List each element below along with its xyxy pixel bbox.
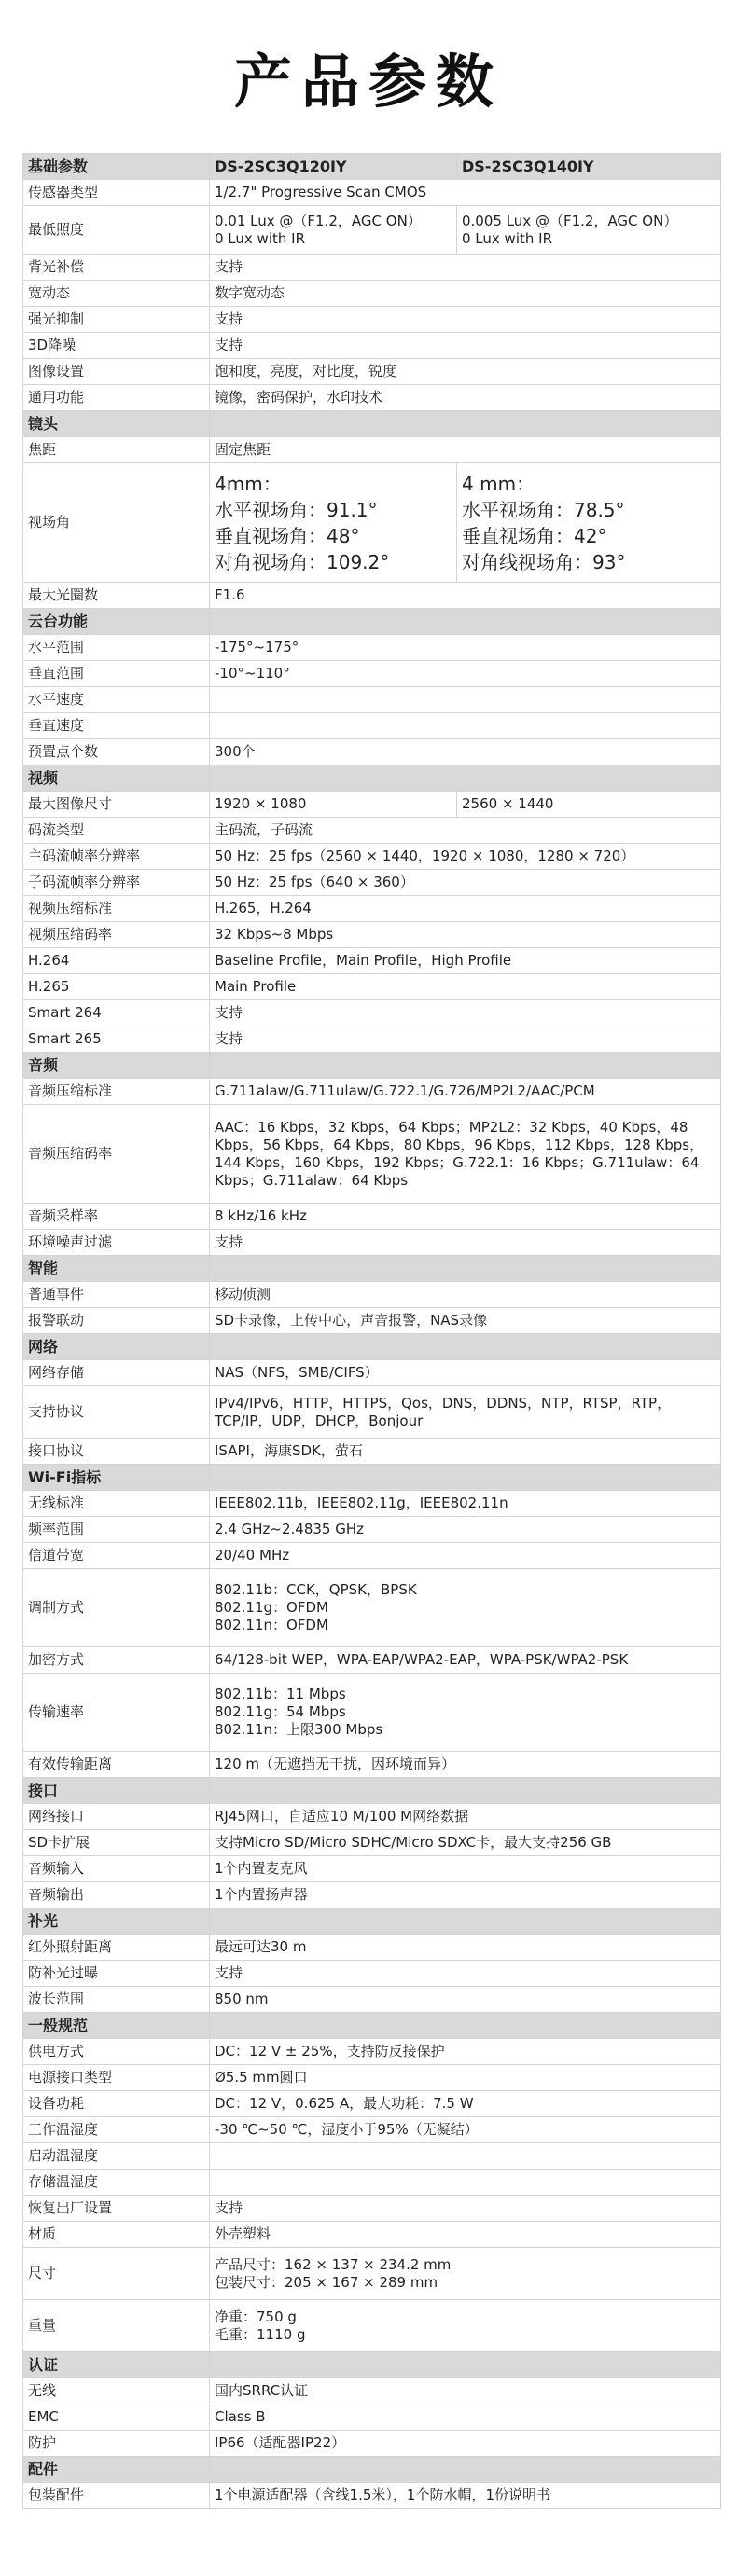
- spec-value: 移动侦测: [210, 1282, 721, 1308]
- spec-value: [210, 1465, 721, 1491]
- spec-row: [23, 1961, 721, 1987]
- spec-value: IPv4/IPv6，HTTP，HTTPS，Qos，DNS，DDNS，NTP，RTSP，RTP，TCP/IP，UDP，DHCP，Bonjour: [210, 1386, 721, 1439]
- spec-label: 音频压缩标准: [23, 1079, 210, 1105]
- spec-label: 最低照度: [23, 206, 210, 255]
- spec-label: 重量: [23, 2300, 210, 2352]
- spec-value: -10°~110°: [210, 661, 721, 687]
- spec-row: [23, 1308, 721, 1334]
- spec-value: 50 Hz：25 fps（2560 × 1440，1920 × 1080，1280 × 720）: [210, 844, 721, 870]
- spec-value: RJ45网口，自适应10 M/100 M网络数据: [210, 1804, 721, 1830]
- spec-value: DC：12 V ± 25%，支持防反接保护: [210, 2039, 721, 2065]
- spec-label: EMC: [23, 2404, 210, 2431]
- spec-label: H.265: [23, 974, 210, 1000]
- spec-row: [23, 1026, 721, 1053]
- spec-row: [23, 2117, 721, 2143]
- spec-label: Smart 265: [23, 1026, 210, 1053]
- spec-row: [23, 359, 721, 385]
- spec-value: 802.11b：11 Mbps 802.11g：54 Mbps 802.11n：上限300 Mbps: [210, 1674, 721, 1752]
- page-title: 产品参数: [233, 47, 503, 116]
- spec-value: 64/128-bit WEP，WPA-EAP/WPA2-EAP，WPA-PSK/WPA2-PSK: [210, 1647, 721, 1674]
- spec-row: [23, 281, 721, 307]
- spec-row: [23, 2196, 721, 2222]
- spec-value-alt: DS-2SC3Q140IY: [457, 154, 721, 180]
- spec-label: 供电方式: [23, 2039, 210, 2065]
- spec-label: 背光补偿: [23, 255, 210, 281]
- section-title: 认证: [23, 2352, 210, 2378]
- spec-row: [23, 687, 721, 713]
- spec-row: [23, 1569, 721, 1647]
- section-header-row: [23, 2013, 721, 2039]
- spec-value: [210, 1256, 721, 1282]
- section-header-row: [23, 1778, 721, 1804]
- spec-label: 启动温湿度: [23, 2143, 210, 2170]
- spec-value: 2.4 GHz~2.4835 GHz: [210, 1517, 721, 1543]
- section-header-row: [23, 411, 721, 437]
- spec-value: 固定焦距: [210, 437, 721, 463]
- spec-row: [23, 385, 721, 411]
- spec-row: [23, 1282, 721, 1308]
- spec-value: Baseline Profile，Main Profile，High Profile: [210, 948, 721, 974]
- spec-row: [23, 307, 721, 333]
- spec-label: 音频输入: [23, 1856, 210, 1882]
- spec-label: 水平范围: [23, 635, 210, 661]
- spec-value: 支持: [210, 1026, 721, 1053]
- spec-value: NAS（NFS，SMB/CIFS）: [210, 1360, 721, 1386]
- spec-label: 网络存储: [23, 1360, 210, 1386]
- spec-value-alt: 4 mm： 水平视场角：78.5° 垂直视场角：42° 对角线视场角：93°: [457, 463, 721, 583]
- section-title: 补光: [23, 1908, 210, 1935]
- spec-label: 视场角: [23, 463, 210, 583]
- spec-row: [23, 948, 721, 974]
- spec-row: [23, 1105, 721, 1204]
- spec-value: 支持: [210, 1000, 721, 1026]
- spec-label: 传输速率: [23, 1674, 210, 1752]
- spec-row: [23, 2170, 721, 2196]
- spec-value: -30 ℃~50 ℃，湿度小于95%（无凝结）: [210, 2117, 721, 2143]
- spec-row: [23, 463, 721, 583]
- section-header-row: [23, 1053, 721, 1079]
- spec-row: [23, 2404, 721, 2431]
- spec-label: 波长范围: [23, 1987, 210, 2013]
- spec-value: 数字宽动态: [210, 281, 721, 307]
- spec-label: 预置点个数: [23, 739, 210, 765]
- spec-label: 材质: [23, 2222, 210, 2248]
- spec-value: ISAPI，海康SDK，萤石: [210, 1439, 721, 1465]
- spec-label: 强光抑制: [23, 307, 210, 333]
- spec-label: 工作温湿度: [23, 2117, 210, 2143]
- spec-value: IEEE802.11b，IEEE802.11g，IEEE802.11n: [210, 1491, 721, 1517]
- spec-label: 焦距: [23, 437, 210, 463]
- spec-value: AAC：16 Kbps，32 Kbps，64 Kbps；MP2L2：32 Kbps，40 Kbps，48 Kbps，56 Kbps，64 Kbps，80 Kbps，96 Kbps，112 Kbps，128 Kbps，144 Kbps，160 Kbps，192 Kbps；G.722.1：16 Kbps；G.711ulaw：64 Kbps；G.711alaw：64 Kbps: [210, 1105, 721, 1204]
- spec-label: 音频采样率: [23, 1204, 210, 1230]
- spec-value: 4mm： 水平视场角：91.1° 垂直视场角：48° 对角视场角：109.2°: [210, 463, 457, 583]
- spec-label: 恢复出厂设置: [23, 2196, 210, 2222]
- spec-value: DC：12 V，0.625 A，最大功耗：7.5 W: [210, 2091, 721, 2117]
- spec-label: 传感器类型: [23, 180, 210, 206]
- spec-row: [23, 1674, 721, 1752]
- spec-value: [210, 713, 721, 739]
- spec-value: [210, 1778, 721, 1804]
- spec-value: G.711alaw/G.711ulaw/G.722.1/G.726/MP2L2/AAC/PCM: [210, 1079, 721, 1105]
- spec-label: 最大光圈数: [23, 583, 210, 609]
- spec-value: 支持: [210, 1961, 721, 1987]
- section-header-row: [23, 765, 721, 792]
- spec-row: [23, 974, 721, 1000]
- spec-value: 支持: [210, 255, 721, 281]
- spec-row: [23, 1935, 721, 1961]
- spec-value: 支持: [210, 1230, 721, 1256]
- spec-value: [210, 2170, 721, 2196]
- spec-value: [210, 1334, 721, 1360]
- spec-value: 120 m（无遮挡无干扰，因环境而异）: [210, 1752, 721, 1778]
- spec-value: 50 Hz：25 fps（640 × 360）: [210, 870, 721, 896]
- spec-label: 最大图像尺寸: [23, 792, 210, 818]
- spec-label: 环境噪声过滤: [23, 1230, 210, 1256]
- spec-value: 国内SRRC认证: [210, 2378, 721, 2404]
- spec-table-body: [23, 154, 721, 2509]
- spec-label: 存储温湿度: [23, 2170, 210, 2196]
- spec-value: 主码流，子码流: [210, 818, 721, 844]
- section-title: 一般规范: [23, 2013, 210, 2039]
- spec-row: [23, 1491, 721, 1517]
- spec-row: [23, 2143, 721, 2170]
- spec-value: DS-2SC3Q120IY: [210, 154, 457, 180]
- spec-label: 网络接口: [23, 1804, 210, 1830]
- spec-row: [23, 739, 721, 765]
- spec-value: 支持: [210, 2196, 721, 2222]
- spec-label: Smart 264: [23, 1000, 210, 1026]
- section-title: Wi-Fi指标: [23, 1465, 210, 1491]
- spec-label: 报警联动: [23, 1308, 210, 1334]
- spec-row: [23, 180, 721, 206]
- spec-value: 镜像，密码保护，水印技术: [210, 385, 721, 411]
- spec-row: [23, 870, 721, 896]
- spec-label: 调制方式: [23, 1569, 210, 1647]
- spec-value: 1个内置麦克风: [210, 1856, 721, 1882]
- spec-row: [23, 896, 721, 922]
- spec-row: [23, 1000, 721, 1026]
- spec-value: 1920 × 1080: [210, 792, 457, 818]
- spec-row: [23, 333, 721, 359]
- spec-value: 1个内置扬声器: [210, 1882, 721, 1908]
- spec-value: [210, 687, 721, 713]
- spec-row: [23, 2039, 721, 2065]
- spec-value: 802.11b：CCK，QPSK，BPSK 802.11g：OFDM 802.11n：OFDM: [210, 1569, 721, 1647]
- section-title: 基础参数: [23, 154, 210, 180]
- spec-row: [23, 1204, 721, 1230]
- spec-value: Main Profile: [210, 974, 721, 1000]
- spec-label: 频率范围: [23, 1517, 210, 1543]
- spec-row: [23, 1230, 721, 1256]
- spec-label: 接口协议: [23, 1439, 210, 1465]
- spec-label: 垂直速度: [23, 713, 210, 739]
- spec-value: [210, 1053, 721, 1079]
- spec-label: 设备功耗: [23, 2091, 210, 2117]
- spec-row: [23, 1517, 721, 1543]
- spec-value: 支持Micro SD/Micro SDHC/Micro SDXC卡，最大支持256 GB: [210, 1830, 721, 1856]
- spec-label: 音频压缩码率: [23, 1105, 210, 1204]
- spec-label: 视频压缩标准: [23, 896, 210, 922]
- spec-value: 850 nm: [210, 1987, 721, 2013]
- spec-label: 3D降噪: [23, 333, 210, 359]
- spec-label: 加密方式: [23, 1647, 210, 1674]
- section-title: 镜头: [23, 411, 210, 437]
- spec-row: [23, 1804, 721, 1830]
- spec-value: Ø5.5 mm圆口: [210, 2065, 721, 2091]
- spec-label: SD卡扩展: [23, 1830, 210, 1856]
- spec-value: 支持: [210, 333, 721, 359]
- spec-value: SD卡录像，上传中心，声音报警，NAS录像: [210, 1308, 721, 1334]
- spec-row: [23, 437, 721, 463]
- section-header-row: [23, 1256, 721, 1282]
- spec-row: [23, 1647, 721, 1674]
- section-title: 智能: [23, 1256, 210, 1282]
- spec-row: [23, 2065, 721, 2091]
- spec-row: [23, 206, 721, 255]
- section-title: 接口: [23, 1778, 210, 1804]
- spec-label: 图像设置: [23, 359, 210, 385]
- spec-value: [210, 765, 721, 792]
- section-header-row: [23, 1334, 721, 1360]
- spec-value: 8 kHz/16 kHz: [210, 1204, 721, 1230]
- section-title: 视频: [23, 765, 210, 792]
- spec-value: [210, 609, 721, 635]
- spec-label: 无线: [23, 2378, 210, 2404]
- section-title: 云台功能: [23, 609, 210, 635]
- spec-row: [23, 844, 721, 870]
- spec-label: 支持协议: [23, 1386, 210, 1439]
- spec-row: [23, 713, 721, 739]
- spec-label: 码流类型: [23, 818, 210, 844]
- spec-row: [23, 1856, 721, 1882]
- spec-row: [23, 255, 721, 281]
- spec-label: 子码流帧率分辨率: [23, 870, 210, 896]
- spec-label: 防护: [23, 2431, 210, 2457]
- section-header-row: [23, 1908, 721, 1935]
- spec-label: H.264: [23, 948, 210, 974]
- section-title: 配件: [23, 2457, 210, 2483]
- spec-label: 尺寸: [23, 2248, 210, 2300]
- spec-row: [23, 2378, 721, 2404]
- spec-row: [23, 1439, 721, 1465]
- spec-value: 1个电源适配器（含线1.5米），1个防水帽，1份说明书: [210, 2483, 721, 2509]
- spec-value: 最远可达30 m: [210, 1935, 721, 1961]
- spec-table: [22, 153, 721, 2509]
- spec-row: [23, 583, 721, 609]
- spec-value: 20/40 MHz: [210, 1543, 721, 1569]
- spec-row: [23, 2091, 721, 2117]
- spec-row: [23, 2300, 721, 2352]
- spec-label: 宽动态: [23, 281, 210, 307]
- spec-row: [23, 2431, 721, 2457]
- spec-label: 包装配件: [23, 2483, 210, 2509]
- spec-row: [23, 2222, 721, 2248]
- spec-label: 无线标准: [23, 1491, 210, 1517]
- spec-label: 主码流帧率分辨率: [23, 844, 210, 870]
- spec-value: 外壳塑料: [210, 2222, 721, 2248]
- spec-row: [23, 922, 721, 948]
- section-header-row: [23, 1465, 721, 1491]
- spec-row: [23, 792, 721, 818]
- spec-value: 300个: [210, 739, 721, 765]
- spec-value: [210, 411, 721, 437]
- spec-value-alt: 2560 × 1440: [457, 792, 721, 818]
- spec-row: [23, 2248, 721, 2300]
- spec-row: [23, 661, 721, 687]
- spec-value: 0.01 Lux @（F1.2，AGC ON） 0 Lux with IR: [210, 206, 457, 255]
- spec-label: 防补光过曝: [23, 1961, 210, 1987]
- spec-label: 红外照射距离: [23, 1935, 210, 1961]
- spec-row: [23, 1386, 721, 1439]
- spec-value: [210, 2457, 721, 2483]
- spec-label: 视频压缩码率: [23, 922, 210, 948]
- section-title: 音频: [23, 1053, 210, 1079]
- spec-row: [23, 1543, 721, 1569]
- section-header-row: [23, 154, 721, 180]
- spec-value: 32 Kbps~8 Mbps: [210, 922, 721, 948]
- spec-label: 水平速度: [23, 687, 210, 713]
- spec-value: [210, 2013, 721, 2039]
- section-header-row: [23, 2457, 721, 2483]
- spec-value: 1/2.7" Progressive Scan CMOS: [210, 180, 721, 206]
- section-header-row: [23, 2352, 721, 2378]
- spec-value: 饱和度，亮度，对比度，锐度: [210, 359, 721, 385]
- spec-row: [23, 1987, 721, 2013]
- spec-row: [23, 1079, 721, 1105]
- spec-label: 垂直范围: [23, 661, 210, 687]
- spec-value: 产品尺寸：162 × 137 × 234.2 mm 包装尺寸：205 × 167 × 289 mm: [210, 2248, 721, 2300]
- spec-value: [210, 2143, 721, 2170]
- spec-row: [23, 2483, 721, 2509]
- spec-value: Class B: [210, 2404, 721, 2431]
- section-header-row: [23, 609, 721, 635]
- spec-row: [23, 1360, 721, 1386]
- spec-row: [23, 1830, 721, 1856]
- spec-row: [23, 635, 721, 661]
- spec-value-alt: 0.005 Lux @（F1.2，AGC ON） 0 Lux with IR: [457, 206, 721, 255]
- section-title: 网络: [23, 1334, 210, 1360]
- spec-value: 净重：750 g 毛重：1110 g: [210, 2300, 721, 2352]
- spec-value: -175°~175°: [210, 635, 721, 661]
- spec-label: 有效传输距离: [23, 1752, 210, 1778]
- spec-value: F1.6: [210, 583, 721, 609]
- spec-label: 通用功能: [23, 385, 210, 411]
- spec-label: 音频输出: [23, 1882, 210, 1908]
- spec-value: IP66（适配器IP22）: [210, 2431, 721, 2457]
- spec-value: H.265，H.264: [210, 896, 721, 922]
- spec-value: 支持: [210, 307, 721, 333]
- spec-value: [210, 1908, 721, 1935]
- spec-label: 信道带宽: [23, 1543, 210, 1569]
- spec-row: [23, 818, 721, 844]
- spec-label: 普通事件: [23, 1282, 210, 1308]
- spec-row: [23, 1882, 721, 1908]
- spec-label: 电源接口类型: [23, 2065, 210, 2091]
- spec-value: [210, 2352, 721, 2378]
- spec-row: [23, 1752, 721, 1778]
